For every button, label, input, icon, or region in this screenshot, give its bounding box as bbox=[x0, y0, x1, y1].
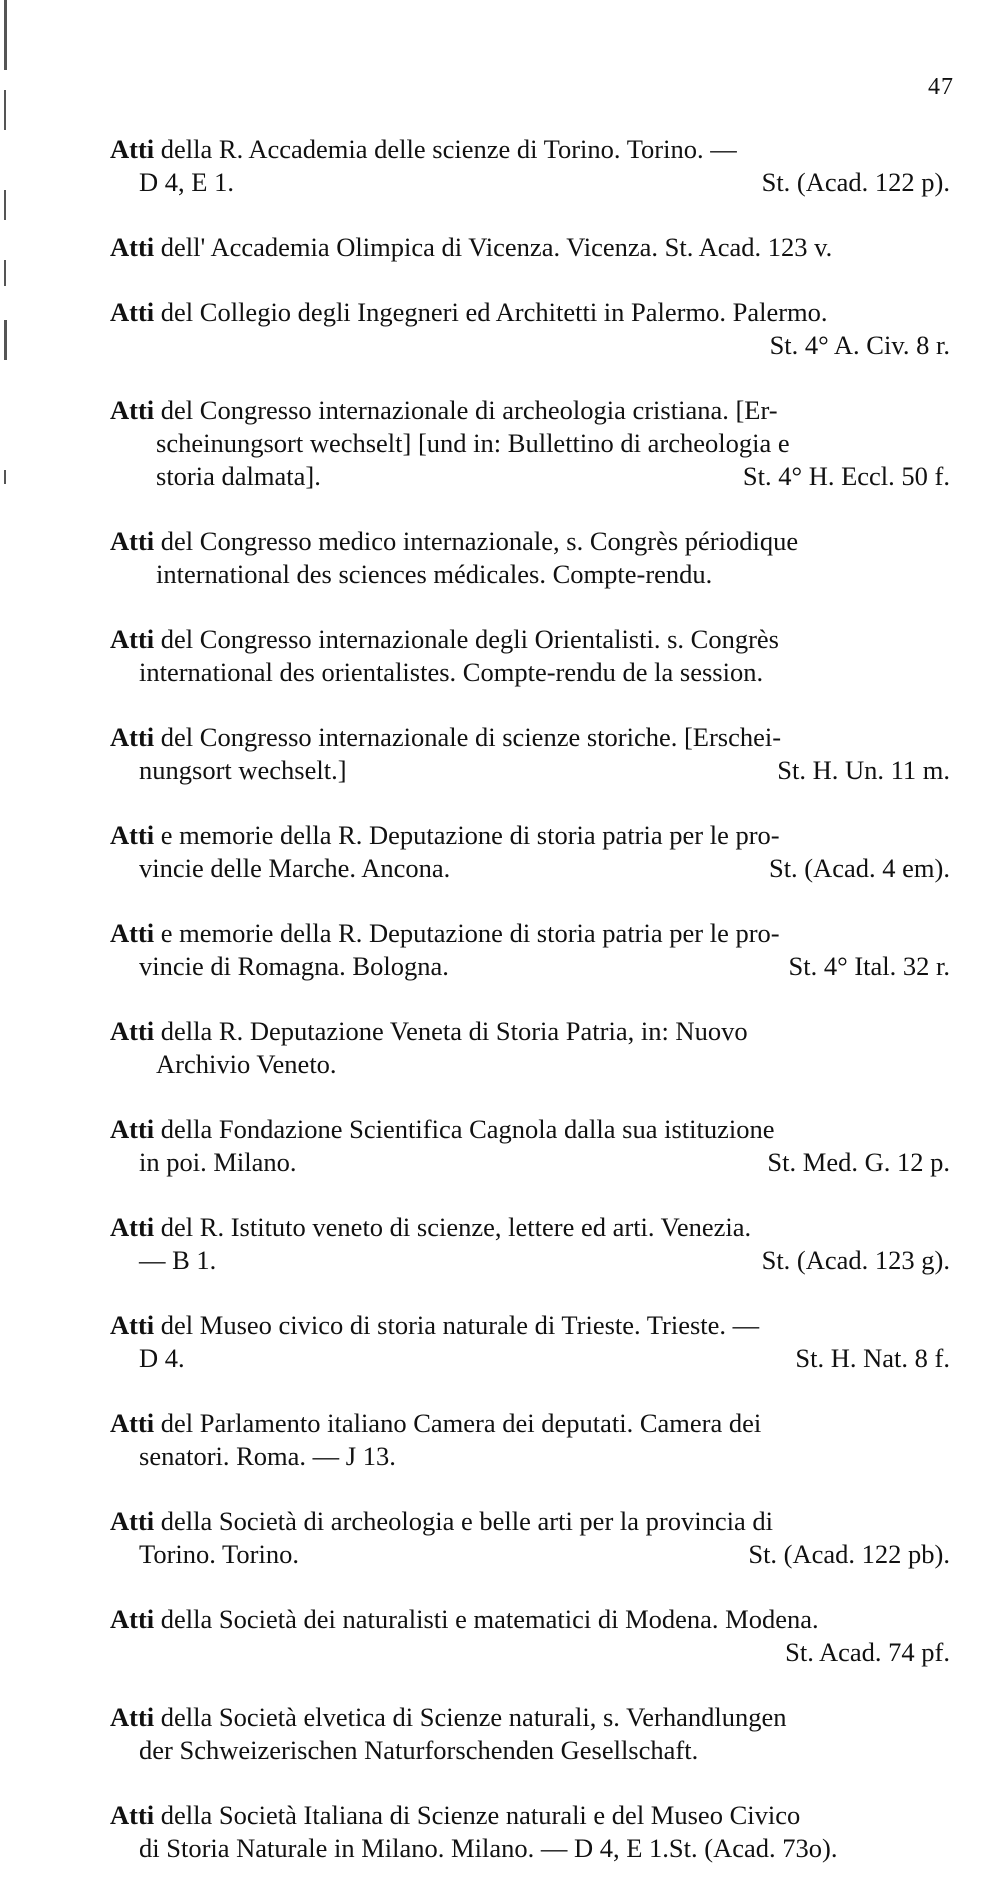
shelf-mark: St. 4° Ital. 32 r. bbox=[788, 951, 950, 981]
entry-text: Torino. Torino. bbox=[139, 1539, 299, 1569]
entry-heading-word: Atti bbox=[110, 1408, 155, 1438]
entry-text: di Storia Naturale in Milano. Milano. — D 4, E 1.St. (Acad. 73o). bbox=[139, 1833, 838, 1863]
entry-heading-word: Atti bbox=[110, 1016, 155, 1046]
shelf-mark: St. Acad. 74 pf. bbox=[785, 1637, 950, 1667]
shelf-mark: St. (Acad. 4 em). bbox=[768, 853, 950, 883]
entry-text: Atti del Parlamento italiano Camera dei deputati. Camera dei bbox=[110, 1408, 762, 1438]
list-item bbox=[110, 1407, 950, 1473]
shelf-mark: St. 4° A. Civ. 8 r. bbox=[769, 330, 950, 360]
entry-text: D 4. bbox=[139, 1343, 185, 1373]
entry-heading-word: Atti bbox=[110, 526, 155, 556]
entry-heading-word: Atti bbox=[110, 134, 155, 164]
entry-text: D 4, E 1. bbox=[139, 167, 234, 197]
entry-heading-word: Atti bbox=[110, 297, 155, 327]
entry-text: Atti e memorie della R. Deputazione di storia patria per le pro- bbox=[110, 820, 780, 850]
entry-text: Atti del Congresso medico internazionale, s. Congrès périodique bbox=[110, 526, 799, 556]
list-item bbox=[110, 917, 950, 983]
entry-text: senatori. Roma. — J 13. bbox=[139, 1441, 396, 1471]
list-item bbox=[110, 1603, 950, 1669]
entry-heading-word: Atti bbox=[110, 1702, 155, 1732]
entry-text: Atti della Società di archeologia e belle arti per la provincia di bbox=[110, 1506, 773, 1536]
list-item bbox=[110, 1113, 950, 1179]
entry-text: Archivio Veneto. bbox=[156, 1049, 337, 1079]
entry-text: international des sciences médicales. Compte-rendu. bbox=[156, 559, 713, 589]
list-item bbox=[110, 525, 950, 591]
entry-heading-word: Atti bbox=[110, 1604, 155, 1634]
entry-heading-word: Atti bbox=[110, 1800, 155, 1830]
entry-text: Atti della Società Italiana di Scienze naturali e del Museo Civico bbox=[110, 1800, 801, 1830]
entry-text: Atti della R. Deputazione Veneta di Storia Patria, in: Nuovo bbox=[110, 1016, 748, 1046]
bibliography-list bbox=[110, 133, 950, 1897]
entry-text: Atti della R. Accademia delle scienze di Torino. Torino. — bbox=[110, 134, 737, 164]
scan-margin-marks bbox=[4, 0, 26, 520]
list-item bbox=[110, 1505, 950, 1571]
shelf-mark: St. (Acad. 122 pb). bbox=[748, 1539, 950, 1569]
list-item bbox=[110, 721, 950, 787]
entry-text: Atti del Congresso internazionale di archeologia cristiana. [Er- bbox=[110, 395, 778, 425]
entry-text: Atti del Congresso internazionale di scienze storiche. [Erschei- bbox=[110, 722, 782, 752]
entry-heading-word: Atti bbox=[110, 918, 155, 948]
entry-text: Atti della Società elvetica di Scienze naturali, s. Verhandlungen bbox=[110, 1702, 787, 1732]
entry-text: Atti del Collegio degli Ingegneri ed Architetti in Palermo. Palermo. bbox=[110, 297, 828, 327]
list-item bbox=[110, 1799, 950, 1865]
entry-text: vincie di Romagna. Bologna. bbox=[139, 951, 449, 981]
list-item bbox=[110, 819, 950, 885]
entry-text: scheinungsort wechselt] [und in: Bullettino di archeologia e bbox=[156, 428, 790, 458]
entry-text: nungsort wechselt.] bbox=[139, 755, 347, 785]
shelf-mark: St. H. Nat. 8 f. bbox=[795, 1343, 950, 1373]
entry-text: international des orientalistes. Compte-rendu de la session. bbox=[139, 657, 764, 687]
entry-heading-word: Atti bbox=[110, 232, 155, 262]
list-item bbox=[110, 394, 950, 493]
entry-text: Atti del R. Istituto veneto di scienze, lettere ed arti. Venezia. bbox=[110, 1212, 752, 1242]
entry-heading-word: Atti bbox=[110, 395, 155, 425]
list-item bbox=[110, 296, 950, 362]
entry-text: in poi. Milano. bbox=[139, 1147, 297, 1177]
entry-heading-word: Atti bbox=[110, 624, 155, 654]
list-item bbox=[110, 231, 950, 264]
shelf-mark: St. (Acad. 122 p). bbox=[761, 167, 950, 197]
list-item bbox=[110, 1309, 950, 1375]
entry-text: storia dalmata]. bbox=[156, 461, 321, 491]
shelf-mark: St. 4° H. Eccl. 50 f. bbox=[742, 461, 950, 491]
entry-text: Atti della Fondazione Scientifica Cagnola dalla sua istituzione bbox=[110, 1114, 775, 1144]
list-item bbox=[110, 1015, 950, 1081]
entry-heading-word: Atti bbox=[110, 1114, 155, 1144]
list-item bbox=[110, 1211, 950, 1277]
entry-text: Atti e memorie della R. Deputazione di storia patria per le pro- bbox=[110, 918, 780, 948]
list-item bbox=[110, 1701, 950, 1767]
shelf-mark: St. H. Un. 11 m. bbox=[777, 755, 950, 785]
entry-text: Atti della Società dei naturalisti e matematici di Modena. Modena. bbox=[110, 1604, 819, 1634]
entry-text: Atti del Museo civico di storia naturale di Trieste. Trieste. — bbox=[110, 1310, 760, 1340]
entry-heading-word: Atti bbox=[110, 1212, 155, 1242]
list-item bbox=[110, 133, 950, 199]
entry-text: der Schweizerischen Naturforschenden Gesellschaft. bbox=[139, 1735, 699, 1765]
shelf-mark: St. (Acad. 123 g). bbox=[761, 1245, 950, 1275]
list-item bbox=[110, 623, 950, 689]
entry-heading-word: Atti bbox=[110, 1310, 155, 1340]
entry-heading-word: Atti bbox=[110, 722, 155, 752]
page-number: 47 bbox=[928, 74, 954, 100]
entry-text: Atti del Congresso internazionale degli Orientalisti. s. Congrès bbox=[110, 624, 779, 654]
entry-text: vincie delle Marche. Ancona. bbox=[139, 853, 451, 883]
entry-heading-word: Atti bbox=[110, 820, 155, 850]
shelf-mark: St. Med. G. 12 p. bbox=[767, 1147, 950, 1177]
entry-text: Atti dell' Accademia Olimpica di Vicenza. Vicenza. St. Acad. 123 v. bbox=[110, 232, 833, 262]
entry-text: — B 1. bbox=[139, 1245, 217, 1275]
entry-heading-word: Atti bbox=[110, 1506, 155, 1536]
